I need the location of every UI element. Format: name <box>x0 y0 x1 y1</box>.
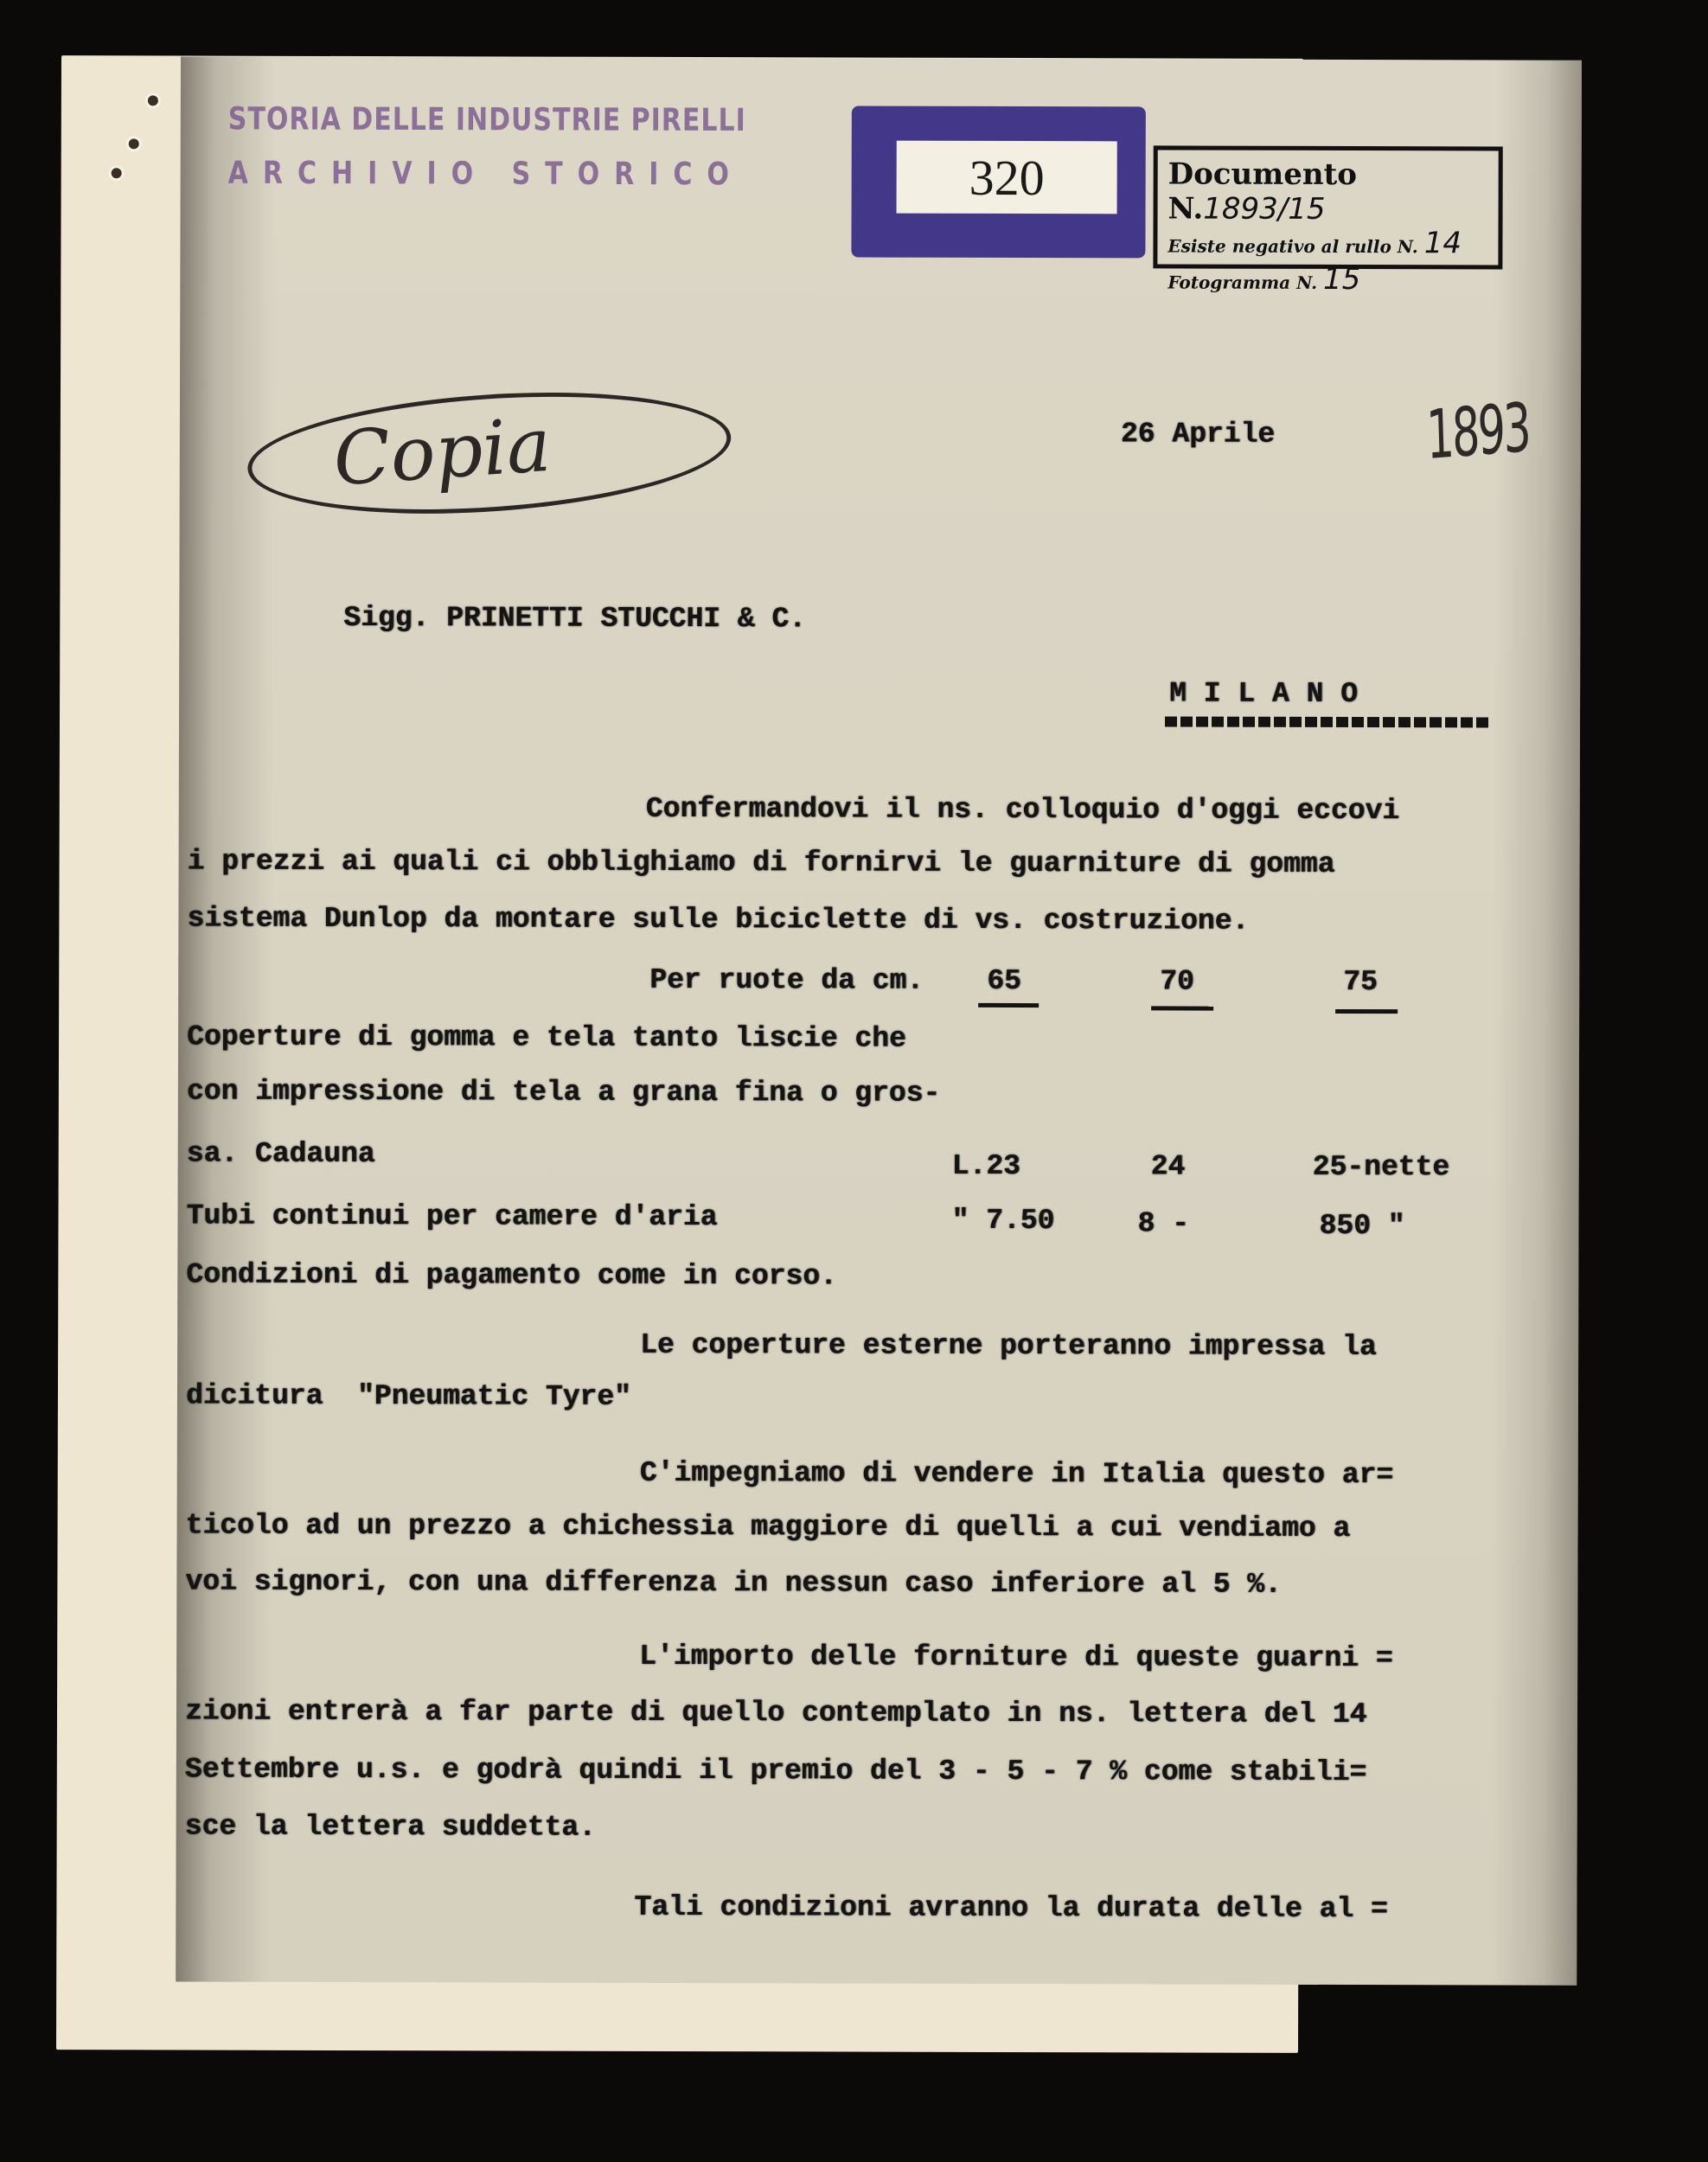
document-registry-stamp <box>1153 145 1502 297</box>
copia-annotation <box>244 379 735 528</box>
copia-text: Copia <box>330 401 554 503</box>
paragraph4-line1: L'importo delle forniture di queste guarni = <box>639 1640 1393 1675</box>
paragraph1-line2: i prezzi ai quali ci obblighiamo di fornirvi le guarniture di gomma <box>187 845 1335 880</box>
page-number-label <box>851 106 1145 259</box>
payment-terms: Condizioni di pagamento come in corso. <box>186 1258 837 1293</box>
photo-mount-card <box>56 55 1531 2053</box>
fotogramma-label: Fotogramma N. <box>1167 272 1318 293</box>
paragraph2-line1: Le coperture esterne porteranno impressa la <box>640 1328 1377 1364</box>
size-75-underline <box>1335 1009 1398 1014</box>
row1-desc-line2: con impressione di tela a grana fina o gros- <box>186 1075 941 1110</box>
documento-label: Documento N. <box>1167 157 1358 227</box>
letter-city: M I L A N O <box>1169 677 1358 711</box>
row2-price-75: 850 " <box>1319 1209 1405 1243</box>
documento-value: 1893/15 <box>1203 191 1326 227</box>
fotogramma-value: 15 <box>1322 261 1361 297</box>
paragraph3-line2: ticolo ad un prezzo a chichessia maggiore di quelli a cui vendiamo a <box>185 1509 1351 1545</box>
row2-desc: Tubi continui per camere d'aria <box>186 1199 718 1234</box>
paragraph2-line2: dicitura "Pneumatic Tyre" <box>185 1379 631 1413</box>
row2-price-65: " 7.50 <box>951 1204 1055 1238</box>
paragraph1-line3: sistema Dunlop da montare sulle biciclette di vs. costruzione. <box>187 902 1250 937</box>
staple-hole <box>148 95 158 106</box>
size-65-underline <box>978 1003 1039 1007</box>
size-70: 70 <box>1160 965 1194 998</box>
document-photograph <box>176 56 1582 1985</box>
paragraph4-line2: zioni entrerà a far parte di quello contemplato in ns. lettera del 14 <box>184 1695 1367 1731</box>
archive-stamp-line1: STORIA DELLE INDUSTRIE PIRELLI <box>227 101 746 139</box>
paragraph5-line1: Tali condizioni avranno la durata delle al = <box>634 1890 1388 1926</box>
letter-date: 26 Aprile <box>1120 418 1276 451</box>
paragraph3-line3: voi signori, con una differenza in nessun caso inferiore al 5 %. <box>185 1565 1282 1601</box>
archive-stamp <box>227 101 746 193</box>
paragraph4-line4: sce la lettera suddetta. <box>184 1810 596 1844</box>
staple-hole <box>129 138 139 149</box>
handwritten-year: 1893 <box>1424 389 1531 476</box>
row1-price-65: L.23 <box>951 1149 1020 1183</box>
size-65: 65 <box>987 964 1021 998</box>
page-number: 320 <box>897 141 1117 214</box>
price-table-header-label: Per ruote da cm. <box>649 963 924 997</box>
row2-price-70: 8 - <box>1137 1207 1189 1240</box>
negative-value: 14 <box>1423 226 1462 261</box>
size-70-underline <box>1151 1006 1213 1010</box>
paragraph3-line1: C'impegniamo di vendere in Italia questo ar= <box>639 1456 1394 1492</box>
row1-price-75: 25-nette <box>1312 1150 1450 1184</box>
size-75: 75 <box>1343 966 1378 999</box>
letter-recipient: Sigg. PRINETTI STUCCHI & C. <box>343 601 807 636</box>
archive-stamp-line2: ARCHIVIO STORICO <box>227 155 745 193</box>
paragraph4-line3: Settembre u.s. e godrà quindi il premio del 3 - 5 - 7 % come stabili= <box>184 1753 1367 1789</box>
row1-desc-line3: sa. Cadauna <box>186 1137 375 1171</box>
row1-price-70: 24 <box>1150 1150 1186 1183</box>
negative-label: Esiste negativo al rullo N. <box>1167 235 1418 258</box>
city-underline <box>1165 716 1489 727</box>
staple-hole <box>112 168 122 178</box>
paragraph1-line1: Confermandovi il ns. colloquio d'oggi eccovi <box>645 792 1400 828</box>
row1-desc-line1: Coperture di gomma e tela tanto liscie che <box>187 1020 906 1055</box>
